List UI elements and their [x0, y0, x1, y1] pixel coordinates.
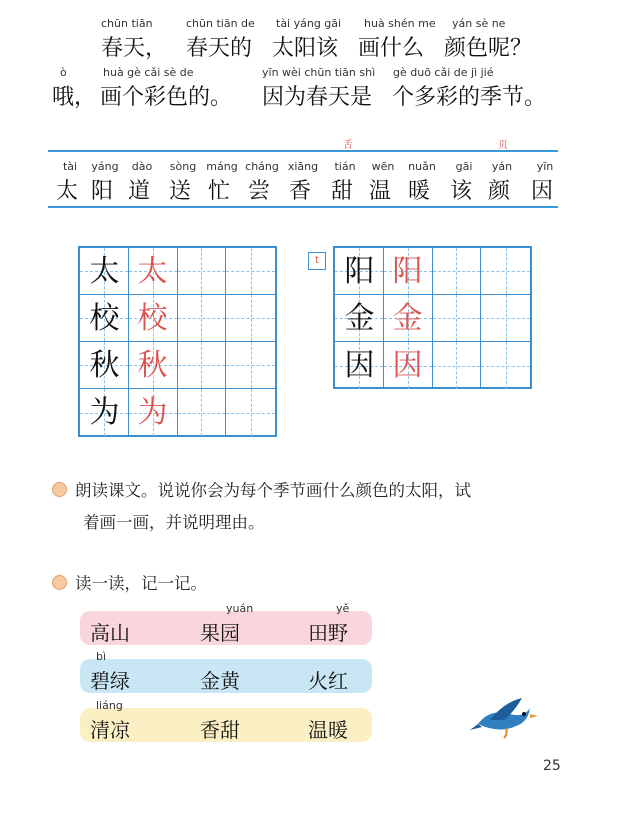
pinyin: tài yáng gāi [276, 17, 342, 30]
char-hanzi: 甜 [331, 179, 354, 204]
hanzi: 画个彩色的。 [100, 85, 233, 110]
char-pinyin: gāi [455, 160, 473, 173]
char-pinyin: cháng [245, 160, 279, 173]
pinyin: chūn tiān de [186, 17, 255, 30]
bottom-rule [48, 206, 558, 208]
char-hanzi: 温 [369, 179, 392, 204]
word-pinyin: yě [336, 602, 350, 615]
stroke-marker: t [308, 252, 326, 270]
word-pinyin: liáng [96, 699, 123, 712]
grid-cell [433, 295, 482, 342]
word: 清凉 [90, 718, 130, 742]
char-hanzi: 颜 [488, 179, 511, 204]
word: 果园 [200, 621, 240, 645]
word: 高山 [90, 621, 130, 645]
char-hanzi: 因 [531, 179, 554, 204]
char-pinyin: yáng [91, 160, 119, 173]
grid-cell [226, 342, 275, 389]
trace-character: 为 [137, 395, 168, 430]
model-character: 校 [89, 301, 120, 336]
page-number: 25 [543, 758, 561, 774]
char-pinyin: tài [62, 160, 78, 173]
task-bullet-icon [52, 575, 67, 590]
task-2-label: 读一读，记一记。 [75, 574, 207, 593]
pinyin: chūn tiān [101, 17, 153, 30]
word: 火红 [308, 669, 348, 693]
char-pinyin: yán [491, 160, 513, 173]
trace-character: 阳 [392, 254, 423, 289]
char-pinyin: xiāng [287, 160, 319, 173]
trace-character: 校 [137, 301, 168, 336]
char-hanzi: 阳 [91, 179, 114, 204]
model-character: 金 [344, 301, 375, 336]
annotation-tongue: 舌 [343, 140, 353, 151]
char-hanzi: 太 [56, 179, 79, 204]
grid-cell [481, 248, 530, 295]
grid-cell [178, 389, 227, 436]
bird-illustration [470, 694, 540, 742]
model-character: 为 [89, 395, 120, 430]
pinyin: yán sè ne [452, 17, 506, 30]
trace-character: 金 [392, 301, 423, 336]
model-character: 阳 [344, 254, 375, 289]
pinyin: yīn wèi chūn tiān shì [262, 66, 376, 79]
hanzi: 个多彩的季节。 [392, 85, 547, 110]
char-pinyin: yīn [536, 160, 554, 173]
pinyin: ò [60, 66, 67, 79]
word: 碧绿 [90, 669, 130, 693]
task-1-line-2: 着画一画，并说明理由。 [83, 513, 265, 532]
hanzi: 春天， [101, 36, 168, 61]
task-1 [52, 477, 471, 501]
hanzi: 颜色呢？ [444, 36, 533, 61]
annotation-page: 页 [498, 140, 508, 151]
pinyin: huà gè cǎi sè de [103, 66, 194, 79]
grid-cell [178, 248, 227, 295]
char-hanzi: 尝 [248, 179, 271, 204]
char-hanzi: 忙 [208, 179, 231, 204]
grid-cell [178, 342, 227, 389]
grid-cell [178, 295, 227, 342]
grid-cell [433, 342, 482, 389]
top-rule [48, 150, 558, 152]
task-2 [52, 570, 207, 594]
char-pinyin: sòng [169, 160, 197, 173]
pinyin: gè duō cǎi de jì jié [393, 66, 494, 79]
char-hanzi: 暖 [408, 179, 431, 204]
char-hanzi: 香 [289, 179, 312, 204]
word-pinyin: yuán [226, 602, 254, 615]
char-pinyin: nuǎn [408, 160, 436, 173]
task-1-line-1: 朗读课文。说说你会为每个季节画什么颜色的太阳，试 [75, 481, 471, 500]
char-pinyin: máng [206, 160, 238, 173]
trace-character: 秋 [137, 348, 168, 383]
word-pinyin: bì [96, 650, 107, 663]
grid-cell [226, 389, 275, 436]
task-bullet-icon [52, 482, 67, 497]
char-pinyin: wēn [371, 160, 395, 173]
trace-character: 因 [392, 348, 423, 383]
model-character: 太 [89, 254, 120, 289]
word: 温暖 [308, 718, 348, 742]
hanzi: 太阳该 [272, 36, 339, 61]
hanzi: 哦， [52, 85, 97, 110]
grid-cell [433, 248, 482, 295]
grid-cell [481, 342, 530, 389]
char-pinyin: dào [131, 160, 153, 173]
word: 香甜 [200, 718, 240, 742]
grid-cell [226, 295, 275, 342]
grid-cell [481, 295, 530, 342]
char-hanzi: 该 [450, 179, 473, 204]
hanzi: 春天的 [186, 36, 253, 61]
hanzi: 画什么 [358, 36, 425, 61]
grid-cell [226, 248, 275, 295]
pinyin: huà shén me [364, 17, 436, 30]
word: 金黄 [200, 669, 240, 693]
char-hanzi: 道 [128, 179, 151, 204]
char-pinyin: tián [334, 160, 356, 173]
model-character: 秋 [89, 348, 120, 383]
char-hanzi: 送 [169, 179, 192, 204]
trace-character: 太 [137, 254, 168, 289]
model-character: 因 [344, 348, 375, 383]
word: 田野 [308, 621, 348, 645]
hanzi: 因为春天是 [262, 85, 373, 110]
